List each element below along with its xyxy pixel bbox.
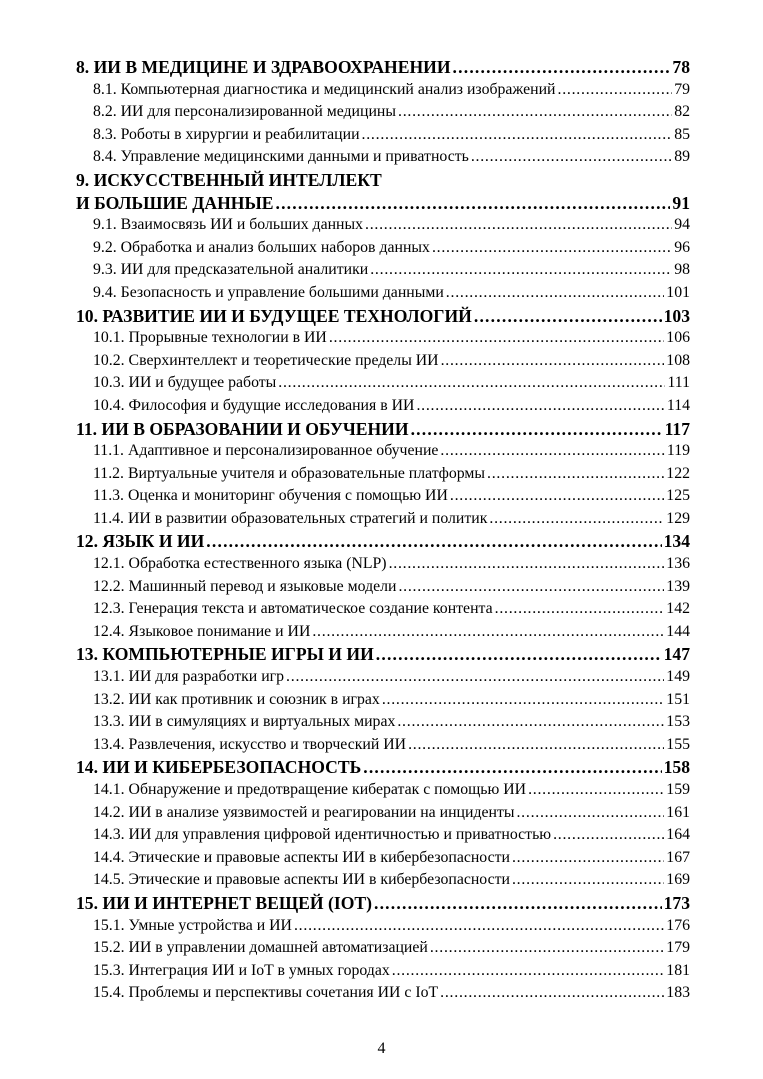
dot-leader	[312, 621, 664, 644]
toc-entry-title: 10.2. Сверхинтеллект и теоретические пределы ИИ	[93, 351, 439, 369]
dot-leader	[432, 237, 672, 260]
toc-page-number: 153	[666, 713, 690, 731]
toc-page-number: 164	[666, 826, 690, 844]
toc-entry-title: 15. ИИ И ИНТЕРНЕТ ВЕЩЕЙ (IOT)	[76, 892, 372, 913]
toc-page-number: 79	[674, 80, 690, 98]
toc-entry	[76, 146, 690, 169]
dot-leader	[453, 56, 671, 79]
toc-entry-title: 14.3. ИИ для управления цифровой идентичностью и приватностью	[93, 826, 552, 844]
toc-chapter	[76, 56, 690, 79]
dot-leader	[374, 892, 662, 915]
toc-page-number: 144	[666, 622, 690, 640]
toc-entry-title: 13.2. ИИ как противник и союзник в играх	[93, 690, 380, 708]
toc-entry	[76, 847, 690, 870]
toc-entry	[76, 915, 690, 938]
dot-leader	[450, 485, 664, 508]
toc-entry	[76, 237, 690, 260]
dot-leader	[471, 146, 672, 169]
toc-entry-title: 12. ЯЗЫК И ИИ	[76, 531, 205, 552]
dot-leader	[440, 440, 664, 463]
toc-entry	[76, 576, 690, 599]
dot-leader	[558, 79, 673, 102]
dot-leader	[489, 508, 664, 531]
toc-entry-title: 10. РАЗВИТИЕ ИИ И БУДУЩЕЕ ТЕХНОЛОГИЙ	[76, 305, 472, 326]
toc-page-number: 78	[672, 57, 690, 77]
toc-page-number: 155	[666, 735, 690, 753]
toc-entry	[76, 124, 690, 147]
dot-leader	[206, 530, 661, 553]
toc-entry	[76, 214, 690, 237]
toc-page-number: 159	[666, 781, 690, 798]
toc-entry	[76, 350, 690, 373]
toc-entry-title: 13. КОМПЬЮТЕРНЫЕ ИГРЫ И ИИ	[76, 644, 374, 665]
toc-entry	[76, 395, 690, 418]
toc-entry-title: 9.2. Обработка и анализ больших наборов данных	[93, 238, 430, 256]
dot-leader	[516, 802, 664, 825]
toc-entry	[76, 101, 690, 124]
table-of-contents	[76, 56, 690, 1005]
toc-entry	[76, 666, 690, 689]
toc-entry	[76, 689, 690, 712]
toc-page-number: 103	[663, 305, 690, 326]
dot-leader	[446, 282, 665, 305]
toc-entry	[76, 824, 690, 847]
dot-leader	[528, 779, 664, 802]
toc-page-number: 96	[674, 238, 690, 256]
toc-entry-title: 8.2. ИИ для персонализированной медицины	[93, 103, 396, 121]
dot-leader	[553, 824, 664, 847]
toc-entry	[76, 259, 690, 282]
toc-entry	[76, 621, 690, 644]
dot-leader	[362, 124, 673, 147]
toc-chapter	[76, 892, 690, 915]
toc-page-number: 108	[666, 351, 690, 369]
dot-leader	[474, 305, 662, 328]
toc-page-number: 158	[663, 757, 690, 778]
toc-chapter	[76, 756, 690, 779]
dot-leader	[329, 327, 664, 350]
toc-page-number: 119	[666, 442, 690, 460]
dot-leader	[365, 214, 672, 237]
dot-leader	[275, 192, 670, 215]
page-number: 4	[377, 1040, 386, 1057]
toc-page-number: 94	[674, 216, 690, 234]
toc-page-number: 106	[666, 329, 690, 347]
toc-entry-title: 12.2. Машинный перевод и языковые модели	[93, 577, 397, 595]
toc-chapter	[76, 643, 690, 666]
toc-page-number: 89	[674, 148, 690, 166]
toc-entry	[76, 802, 690, 825]
toc-page-number: 161	[666, 803, 690, 821]
toc-page-number: 85	[674, 125, 690, 143]
toc-entry	[76, 485, 690, 508]
toc-entry-title: 14. ИИ И КИБЕРБЕЗОПАСНОСТЬ	[76, 757, 362, 778]
toc-chapter	[76, 418, 690, 441]
toc-entry	[76, 282, 690, 305]
toc-entry-title: 15.2. ИИ в управлении домашней автоматизацией	[93, 939, 428, 957]
dot-leader	[389, 553, 665, 576]
dot-leader	[398, 576, 664, 599]
dot-leader	[397, 711, 664, 734]
toc-entry	[76, 598, 690, 621]
toc-page-number: 91	[672, 192, 690, 213]
toc-page-number: 134	[663, 531, 690, 552]
dot-leader	[441, 350, 665, 373]
dot-leader	[416, 395, 664, 418]
toc-page-number: 114	[666, 396, 690, 414]
toc-page-number: 181	[666, 961, 690, 979]
toc-entry-title: 8.4. Управление медицинскими данными и приватность	[93, 148, 469, 166]
toc-entry	[76, 869, 690, 892]
toc-entry-title: 12.4. Языковое понимание и ИИ	[93, 622, 311, 640]
toc-entry	[76, 553, 690, 576]
toc-entry-title: 11.4. ИИ в развитии образовательных стратегий и политик	[93, 509, 488, 527]
toc-chapter	[76, 530, 690, 553]
toc-entry	[76, 440, 690, 463]
dot-leader	[430, 937, 664, 960]
toc-entry-title: 15.1. Умные устройства и ИИ	[93, 916, 292, 934]
toc-page-number: 129	[666, 509, 690, 527]
toc-page-number: 125	[666, 487, 690, 505]
toc-page-number: 183	[666, 984, 690, 1002]
toc-page-number: 149	[666, 668, 690, 686]
toc-page-number: 179	[666, 939, 690, 957]
toc-page-number: 139	[666, 577, 690, 595]
toc-entry-title: 10.3. ИИ и будущее работы	[93, 374, 277, 392]
toc-chapter-title-line: 9. ИСКУССТВЕННЫЙ ИНТЕЛЛЕКТ	[76, 169, 382, 190]
dot-leader	[487, 463, 664, 486]
toc-page-number: 122	[666, 464, 690, 482]
toc-entry-title: 14.5. Этические и правовые аспекты ИИ в кибербезопасности	[93, 871, 510, 889]
toc-page-number: 147	[663, 644, 690, 665]
toc-entry-title: 8.1. Компьютерная диагностика и медицинский анализ изображений	[93, 80, 556, 98]
toc-page-number: 151	[666, 690, 690, 708]
toc-page-number: 142	[666, 600, 690, 618]
toc-entry-title: 14.2. ИИ в анализе уязвимостей и реагировании на инциденты	[93, 803, 515, 821]
dot-leader	[278, 372, 665, 395]
toc-entry-title: 11. ИИ В ОБРАЗОВАНИИ И ОБУЧЕНИИ	[76, 418, 409, 439]
toc-entry-title: 13.1. ИИ для разработки игр	[93, 668, 285, 686]
dot-leader	[398, 101, 672, 124]
toc-entry-title: 8. ИИ В МЕДИЦИНЕ И ЗДРАВООХРАНЕНИИ	[76, 57, 451, 77]
toc-page-number: 136	[666, 555, 690, 573]
toc-entry-title: 11.3. Оценка и мониторинг обучения с помощью ИИ	[93, 487, 448, 505]
dot-leader	[382, 689, 664, 712]
toc-page-number: 82	[674, 103, 690, 121]
toc-page-number: 167	[666, 848, 690, 866]
toc-entry	[76, 463, 690, 486]
toc-entry-title: 14.1. Обнаружение и предотвращение кибератак с помощью ИИ	[93, 781, 527, 798]
dot-leader	[363, 756, 661, 779]
toc-entry	[76, 982, 690, 1005]
toc-page-number: 111	[667, 374, 690, 392]
dot-leader	[512, 847, 664, 870]
toc-entry	[76, 79, 690, 102]
toc-page-number: 169	[666, 871, 690, 889]
toc-page-number: 98	[674, 261, 690, 279]
toc-entry	[76, 960, 690, 983]
toc-page-number: 101	[666, 283, 690, 301]
toc-entry-title: 11.1. Адаптивное и персонализированное обучение	[93, 442, 439, 460]
toc-entry-title: 15.4. Проблемы и перспективы сочетания ИИ с IoT	[93, 984, 439, 1002]
dot-leader	[495, 598, 665, 621]
dot-leader	[440, 982, 664, 1005]
toc-entry-title: 12.3. Генерация текста и автоматическое создание контента	[93, 600, 493, 618]
toc-entry	[76, 711, 690, 734]
toc-page-number: 117	[664, 418, 690, 439]
toc-entry-title: 15.3. Интеграция ИИ и IoT в умных городах	[93, 961, 390, 979]
toc-entry	[76, 327, 690, 350]
dot-leader	[408, 734, 664, 757]
toc-entry-title: И БОЛЬШИЕ ДАННЫЕ	[76, 192, 274, 213]
toc-entry-title: 13.4. Развлечения, искусство и творческий ИИ	[93, 735, 407, 753]
dot-leader	[512, 869, 664, 892]
toc-entry-title: 10.1. Прорывные технологии в ИИ	[93, 329, 327, 347]
toc-entry-title: 13.3. ИИ в симуляциях и виртуальных мирах	[93, 713, 396, 731]
toc-entry	[76, 372, 690, 395]
toc-entry-title: 10.4. Философия и будущие исследования в ИИ	[93, 396, 415, 414]
dot-leader	[411, 418, 663, 441]
toc-entry	[76, 734, 690, 757]
toc-entry-title: 14.4. Этические и правовые аспекты ИИ в кибербезопасности	[93, 848, 510, 866]
dot-leader	[392, 960, 665, 983]
dot-leader	[376, 643, 662, 666]
toc-chapter	[76, 305, 690, 328]
dot-leader	[294, 915, 664, 938]
toc-entry-title: 12.1. Обработка естественного языка (NLP)	[93, 555, 387, 573]
toc-entry	[76, 779, 690, 802]
toc-page-number: 176	[666, 916, 690, 934]
toc-entry-title: 9.4. Безопасность и управление большими данными	[93, 283, 444, 301]
dot-leader	[286, 666, 664, 689]
toc-entry	[76, 937, 690, 960]
toc-entry-title: 9.1. Взаимосвязь ИИ и больших данных	[93, 216, 364, 234]
toc-chapter	[76, 192, 690, 215]
dot-leader	[370, 259, 672, 282]
toc-page-number: 173	[663, 892, 690, 913]
toc-entry-title: 11.2. Виртуальные учителя и образовательные платформы	[93, 464, 486, 482]
toc-entry-title: 9.3. ИИ для предсказательной аналитики	[93, 261, 369, 279]
toc-entry-title: 8.3. Роботы в хирургии и реабилитации	[93, 125, 360, 143]
toc-entry	[76, 508, 690, 531]
